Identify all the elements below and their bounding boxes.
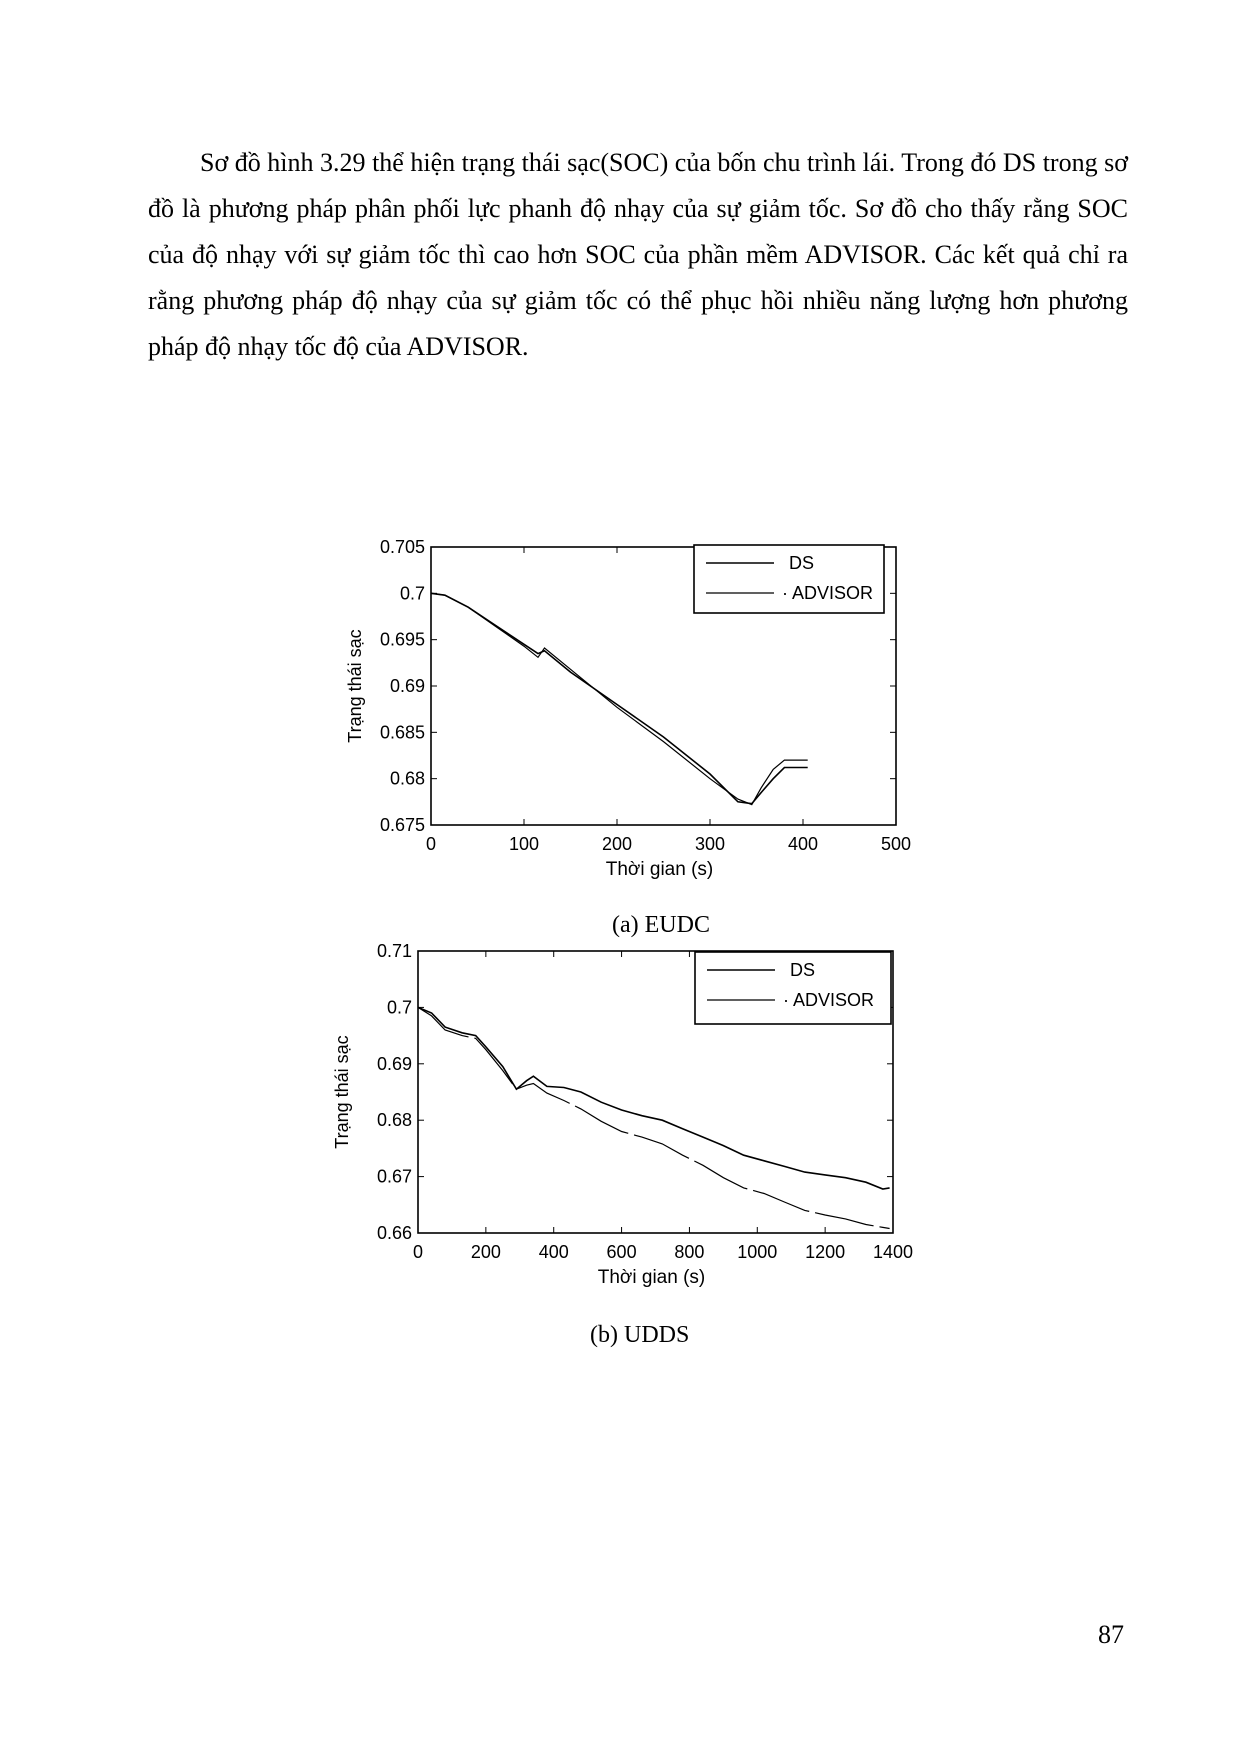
x-tick-label: 1200 bbox=[805, 1242, 846, 1262]
x-tick-label: 1000 bbox=[737, 1242, 778, 1262]
y-tick-label: 0.71 bbox=[376, 941, 412, 961]
x-tick-label: 300 bbox=[694, 834, 726, 854]
x-axis-label: Thời gian (s) bbox=[605, 859, 714, 880]
y-tick-label: 0.67 bbox=[376, 1166, 412, 1187]
y-tick-label: 0.695 bbox=[379, 629, 425, 650]
y-tick-label: 0.7 bbox=[386, 997, 412, 1018]
y-tick-label: 0.7 bbox=[399, 583, 425, 604]
chart-a-eudc bbox=[345, 537, 911, 880]
x-tick-label: 400 bbox=[787, 834, 819, 854]
page-number: 87 bbox=[1098, 1620, 1124, 1649]
x-tick-label: 0 bbox=[425, 834, 437, 854]
legend-label: · ADVISOR bbox=[783, 990, 875, 1010]
y-tick-label: 0.685 bbox=[379, 722, 425, 743]
x-tick-label: 200 bbox=[601, 834, 633, 854]
y-axis-label: Trạng thái sạc bbox=[332, 1035, 352, 1149]
y-tick-label: 0.69 bbox=[376, 1053, 412, 1074]
legend-label: · ADVISOR bbox=[782, 583, 874, 603]
y-tick-label: 0.68 bbox=[389, 768, 425, 789]
y-tick-label: 0.675 bbox=[379, 815, 425, 835]
caption-a: (a) EUDC bbox=[612, 912, 710, 938]
x-tick-label: 200 bbox=[470, 1242, 501, 1262]
x-axis-label: Thời gian (s) bbox=[597, 1267, 706, 1288]
body-paragraph: Sơ đồ hình 3.29 thể hiện trạng thái sạc(SOC) của bốn chu trình lái. Trong đó DS trong sơ đồ là phương pháp phân phối lực phanh độ nhạy của sự giảm tốc. Sơ đồ cho thấy rằng SOC của độ nhạy với sự giảm tốc thì cao hơn SOC của phần mềm ADVISOR. Các kết quả chỉ ra rằng phương pháp độ nhạy của sự giảm tốc có thể phục hồi nhiều năng lượng hơn phương pháp độ nhạy tốc độ của ADVISOR. bbox=[148, 148, 1128, 361]
legend-label: DS bbox=[789, 553, 815, 573]
x-tick-label: 500 bbox=[880, 834, 912, 854]
x-tick-label: 1400 bbox=[872, 1242, 914, 1262]
x-tick-label: 0 bbox=[412, 1242, 424, 1262]
y-axis-label: Trạng thái sạc bbox=[345, 629, 365, 743]
caption-b: (b) UDDS bbox=[590, 1322, 690, 1348]
chart-b-udds bbox=[332, 941, 913, 1288]
y-tick-label: 0.68 bbox=[376, 1110, 412, 1131]
x-tick-label: 600 bbox=[606, 1242, 637, 1262]
y-tick-label: 0.705 bbox=[379, 537, 425, 557]
x-tick-label: 400 bbox=[538, 1242, 569, 1262]
x-tick-label: 800 bbox=[674, 1242, 705, 1262]
x-tick-label: 100 bbox=[508, 834, 540, 854]
y-tick-label: 0.69 bbox=[389, 676, 425, 696]
y-tick-label: 0.66 bbox=[376, 1223, 412, 1243]
legend-label: DS bbox=[790, 960, 816, 980]
